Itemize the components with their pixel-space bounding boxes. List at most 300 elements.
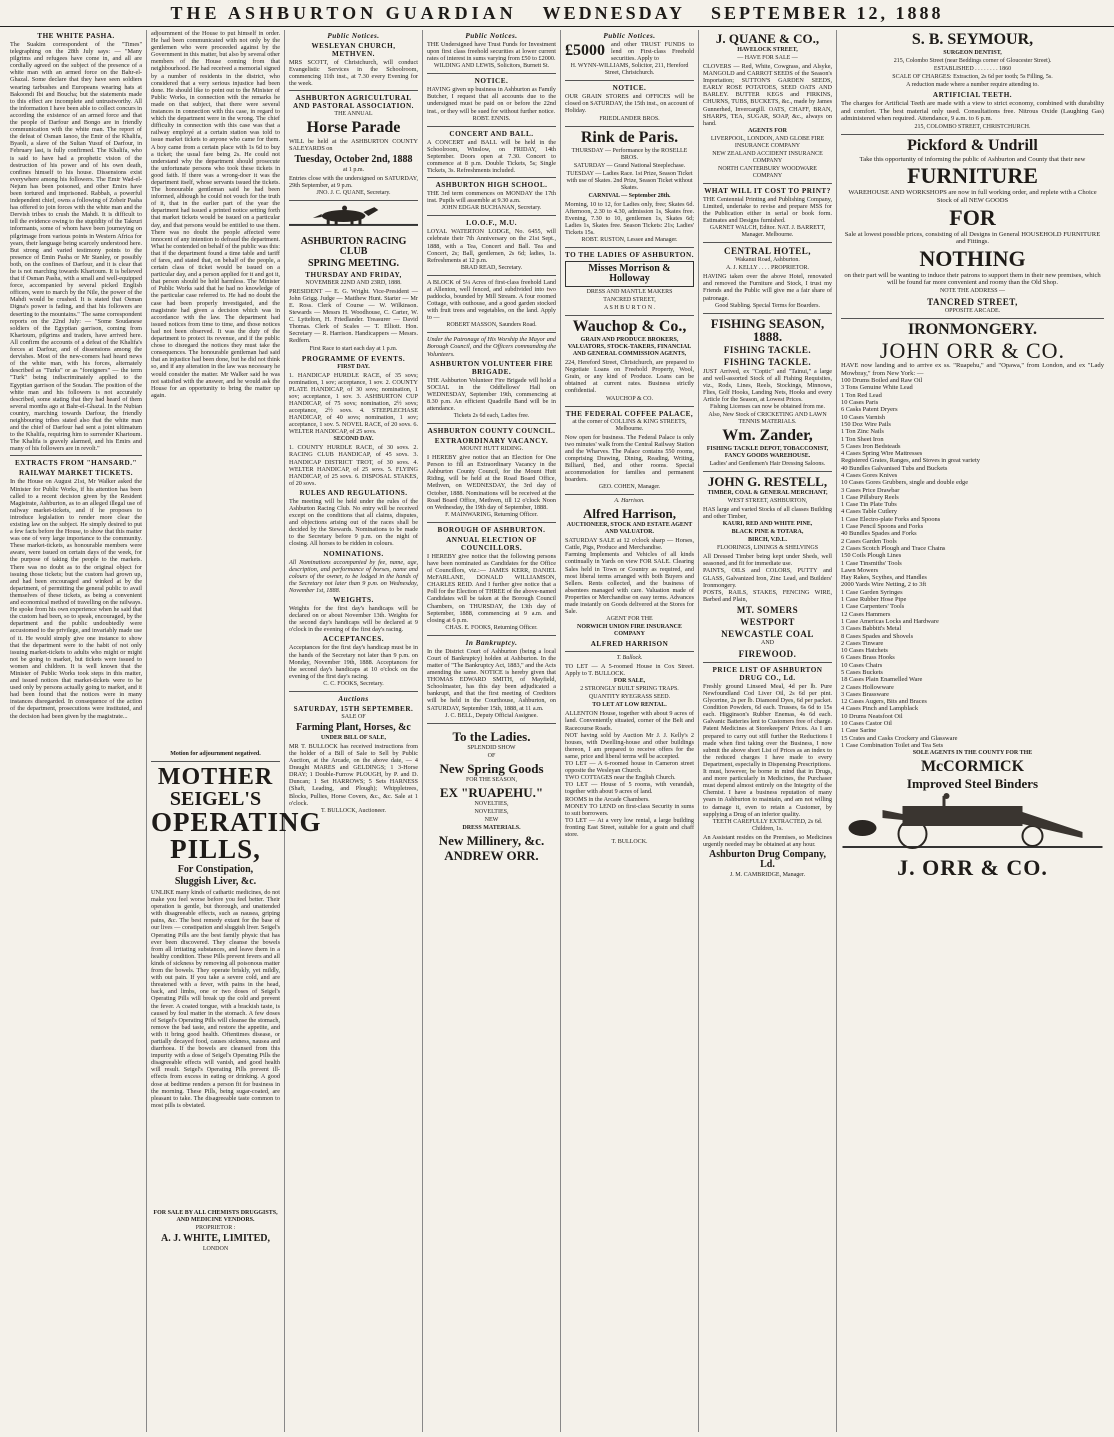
orr-stock-item: 1 Case Garden Syringes: [841, 588, 903, 596]
racehorse-illustration: [289, 204, 418, 230]
ladies-notice-heading: TO THE LADIES OF ASHBURTON.: [565, 251, 695, 260]
pickford-heading: Pickford & Undrill: [907, 136, 1038, 154]
norwich-line: NORWICH UNION FIRE INSURANCE COMPANY: [577, 624, 682, 638]
kauri-line: KAURI, RED AND WHITE PINE,: [722, 521, 813, 528]
andrew-orr-name: ANDREW ORR.: [444, 847, 539, 863]
nominations-heading: NOMINATIONS.: [323, 549, 384, 558]
for-heading: FOR: [949, 204, 996, 230]
divider: [151, 761, 280, 762]
orr-stock-item: 3 Tons Genuine White Lead: [841, 384, 913, 392]
misses-heading: Misses Morrison & Holloway: [565, 261, 694, 287]
public-notices-heading: Public Notices.: [603, 32, 656, 40]
acceptances-heading: ACCEPTANCES.: [322, 635, 385, 644]
rink-carnival: CARNIVAL — September 28th.: [588, 192, 671, 199]
orr-stock-item: 1 Case Electro-plate Forks and Spoons: [841, 515, 941, 523]
fishing-licences: Fishing Licenses can now be obtained from me.: [710, 404, 825, 411]
hotel-stabling: Good Stabling. Special Terms for Boarders.: [715, 302, 820, 309]
orr-stock-item: 4 Cases Spring Wire Mattresses: [841, 450, 923, 458]
motion-line: Motion for adjournment negatived.: [170, 751, 261, 757]
divider: [565, 494, 694, 495]
orr-stock-item: 4 Cases Gores Knives: [841, 471, 898, 479]
divider: [565, 651, 694, 652]
orr-stock-item: 1 Ton Red Lead: [841, 391, 882, 399]
rules-heading: RULES AND REGULATIONS.: [299, 488, 408, 497]
orr-stock-item: 4 Cases Pinch and Lampblack: [841, 705, 919, 713]
seymour-sub: SURGEON DENTIST,: [943, 50, 1002, 56]
council-heading: ASHBURTON COUNTY COUNCIL.: [427, 427, 556, 436]
season-line: FOR THE SEASON,: [465, 776, 518, 783]
association-heading: ASHBURTON AGRICULTURAL AND PASTORAL ASSOCIATION.: [293, 94, 414, 111]
drug-price-body: Freshly ground Linseed Meal, 4d per lb. Pure Newfoundland Cod Liver Oil, 2s 6d per pint. Glycerine, 2s per lb. Diamond Dyes, 6d per packet. Condition Powders, 6d each. Trusses, 6s 6d to 15s each. Higginson's Rubber Enemas, 4s 6d each. Galvanic Batteries lent to Customers free of charge. Patent Medicines at Storekeepers' Prices. As I am prepared to carry out still further the Reductions I made when first taking over the Business, I now submit the above short List of Prices as an index to the reduced charges I have made to every Department, especially in Dispensing Prescriptions.: [703, 682, 832, 768]
hansard-heading: EXTRACTS FROM "HANSARD.": [14, 459, 137, 468]
dressed-timber-line: All Dressed Timber being kept under Sheds, well seasoned, and fit for immediate use.: [703, 553, 832, 568]
oddfellows-body: LOYAL WATERTON LODGE, No. 6455, will celebrate their 7th Anniversary on the 21st Sept., 1888, with a Tea, Concert and Ball. Tea and Concert, 2s; Ball, gentlemen, 2s 6d; ladies, 1s. Refreshments at 12 p.m.: [427, 228, 556, 264]
agents-for: AGENTS FOR: [748, 127, 787, 134]
bankruptcy-heading: In Bankruptcy.: [465, 638, 518, 647]
divider: [703, 183, 832, 184]
orr-stock-item: 2 Cases Hollowware: [841, 683, 894, 691]
divider: [427, 522, 556, 523]
bullock-heading: T. Bullock.: [616, 655, 643, 662]
parade-body: WILL be held at the ASHBURTON COUNTY SALEYARDS on: [289, 138, 418, 153]
orr-stock-item: 1 Case Combination Toilet and Tea Sets: [841, 741, 944, 749]
wauchop-sub: GRAIN AND PRODUCE BROKERS, VALUATORS, STOCK-TAKERS, FINANCIAL AND GENERAL COMMISSION AGENTS,: [567, 337, 692, 358]
binder-machine-illustration: [841, 792, 1104, 852]
high-school-body: THE 3rd term commences on MONDAY the 17th inst. Pupils will assemble at 9.30 a.m.: [427, 190, 556, 205]
coffee-palace-body: Now open for business. The Federal Palace is only two minutes' walk from the Central Railway Station and the Wharves. The Palace contains 550 rooms, comprising Drawing, Dining, Reading, Writing, Billiard, Bed, and other rooms. Special accommodation for families and permanent boarders.: [565, 433, 694, 484]
sole-agents-line: SOLE AGENTS IN THE COUNTY FOR THE: [912, 750, 1033, 757]
orr-stock-item: 10 Cases Paris: [841, 399, 879, 407]
arcade-rooms: ROOMS in the Arcade Chambers.: [565, 795, 650, 803]
alfred-harrison-heading: Alfred Harrison,: [583, 506, 676, 522]
wauchop-body: 224, Hereford Street, Christchurch, are prepared to Negotiate Loans on Freehold Property, Wool, Grain, or any kind of Produce. Loans can be obtained at current rates. Business strictly confidential.: [565, 359, 694, 395]
hotel-address: Wakanui Road, Ashburton.: [735, 257, 800, 264]
alfred-body: Farming Implements and Vehicles of all kinds continually in Yards on view FOR SALE. Clearing Sales held in Town or Country as required, and most liberal terms arranged with both Buyers and Sellers. Rents collected, and the business of absentees managed with care. Valuation made of Properties or Merchandise on easy terms. Advances made instantly on Goods delivered at the Stores for Sale.: [565, 551, 694, 616]
paper-date: SEPTEMBER 12, 1888: [710, 2, 944, 23]
divider: [565, 315, 694, 316]
zander-sub: FISHING TACKLE DEPOT, TOBACCONIST, FANCY GOODS WAREHOUSE.: [706, 446, 829, 460]
nothing-body: on their part will be wanting to induce their patrons to support them in their new premises, which will be found far more convenient and roomy than the Old Shop.: [844, 271, 1101, 287]
weights-body: Weights for the first day's handicaps will be declared on or about November 13th. Weights for the second day's handicaps will be declared at 9 o'clock in the evening of the first day's racing.: [289, 605, 418, 634]
address-label: NOTE THE ADDRESS —: [939, 287, 1006, 294]
second-day-heading: SECOND DAY.: [333, 436, 374, 443]
orr-stock-item: 1 Case Rubber Hose Pipe: [841, 596, 907, 604]
orr-stock-item: 1 Case Americas Locks and Hardware: [841, 617, 939, 625]
accident-line: NEW ZEALAND ACCIDENT INSURANCE COMPANY: [712, 150, 823, 164]
mt-somers-line: MT. SOMERS: [736, 604, 799, 615]
divider: [841, 318, 1104, 319]
white-pasha-heading: THE WHITE PASHA.: [37, 32, 115, 40]
divider: [289, 691, 418, 692]
annual-election-heading: ANNUAL ELECTION OF COUNCILLORS.: [446, 535, 537, 552]
riding-line: MOUNT HUTT RIDING.: [459, 446, 524, 453]
wauchop-signature: WAUCHOP & CO.: [606, 395, 653, 402]
land-block-body: A BLOCK of 5¼ Acres of first-class freehold Land at Allenton, well fenced, and subdivided into two paddocks, bounded by Mill Stream. A four roomed Cottage, with outhouse, and a good garden stocked with fruit trees and vegetables, on the land. Apply to —: [427, 278, 556, 322]
orr-stock-item: 1 Ton Zinc Nails: [841, 428, 884, 436]
divider: [427, 126, 556, 127]
programme-heading: PROGRAMME OF EVENTS.: [301, 354, 406, 363]
fishing-season-heading: FISHING SEASON, 1888.: [710, 315, 825, 344]
orr-intro: HAVE now landing and to arrive ex ss. "Ruapehu," and "Opawa," from London, and ex "Lady Mowbray," from New York: —: [841, 361, 1104, 377]
councillors-body: I HEREBY give notice that the following persons have been nominated as Candidates for the Office of Councillors, viz.:— JAMES KERR, DANIEL McFARLANE, DONALD WILLIAMSON, CHARLES REID. And I further give notice that a Poll for the Election of THREE of the above-named Candidates will be taken at the Borough Council Chambers, on THURSDAY, the 13th day of September, 1888, commencing at 9 a.m. and closing at 6 p.m.: [427, 552, 556, 624]
orr-stock-item: 150 Doz Wire Pails: [841, 420, 891, 428]
concert-heading: CONCERT AND BALL.: [449, 129, 534, 138]
divider: [565, 406, 694, 407]
orr-stock-item: 5 Cases Buckets: [841, 669, 883, 676]
grain-notice-heading: NOTICE.: [612, 84, 647, 93]
splendid-show: SPLENDID SHOW: [467, 744, 516, 751]
orr-stock-item: Registered Grates, Ranges, and Stoves in great variety: [841, 457, 980, 465]
mccormick-heading: McCORMICK: [920, 758, 1025, 776]
agent-for: AGENT FOR THE: [606, 616, 653, 623]
orr-stock-item: 12 Cases Augers, Bits and Braces: [841, 698, 927, 706]
orr-stock-item: 8 Cases Spades and Shovels: [841, 632, 914, 640]
divider: [703, 662, 832, 663]
race-officials: PRESIDENT — E. G. Wright. Vice-President — John Grigg. Judge — Matthew Hunt. Starter — Mr E. Ross. Clerk of Course — W. Wilkinson. Stewards — Messrs H. Woodhouse, C. Carter, W. C. Lyttelton, H. Friedlander. Treasurer — David Thomas. Clerk of Scales — T. Elliott. Hon. Secretary — R. Harrison. Handicappers — Messrs. Redfern.: [289, 287, 418, 345]
restell-heading: JOHN G. RESTELL,: [707, 474, 828, 490]
divider: [427, 177, 556, 178]
orr-stock-item: 1 Ton Sheet Iron: [841, 435, 884, 443]
acceptances-body: Acceptances for the first day's handicap must be in the hands of the Secretary not later than 9 p.m. on Monday, November 19th, 1888. Acceptances for the second day's handicaps at 10 o'clock on the evening of the first day's racing.: [289, 644, 418, 680]
wauchop-heading: Wauchop & Co.,: [572, 318, 687, 336]
racing-club-heading: ASHBURTON RACING CLUB: [300, 235, 407, 257]
proprietor-label: PROPRIETOR :: [195, 1225, 236, 1231]
orr-footer: J. ORR & CO.: [897, 855, 1048, 881]
posts-line: POSTS, RAILS, STAKES, FENCING WIRE, Barbed and Plain,: [703, 588, 832, 603]
funds-amount: £5000: [565, 42, 605, 59]
teeth-line: TEETH CAREFULLY EXTRACTED, 2s 6d. Children, 1s.: [712, 818, 823, 832]
orr-stock-item: 10 Cases Castor Oil: [841, 720, 892, 728]
trust-funds-signature: WILDING AND LEWIS, Solicitors, Burnett St.: [433, 63, 550, 70]
birch-line: BIRCH, V.D.L.: [748, 537, 787, 544]
ladies-heading: To the Ladies.: [452, 728, 531, 744]
westport-line: WESTPORT: [740, 616, 795, 627]
hotel-proprietor: A. J. KELLY . . . . PROPRIETOR.: [725, 265, 810, 272]
six-room-house: TO LET — A 6-roomed house in Cameron street opposite the Wesleyan Church.: [565, 760, 694, 775]
orr-stock-item: Hay Rakes, Scythes, and Handles: [841, 574, 927, 582]
orr-stock-item: 1 Case Carpenters' Tools: [841, 603, 905, 611]
auction-date: SATURDAY, 15TH SEPTEMBER.: [293, 704, 414, 713]
grain-store-let: TO LET — At a very low rental, a large building fronting East Street, suitable for a grain and chaff store.: [565, 816, 694, 838]
notice-body: HAVING given up business in Ashburton as Family Butcher, I request that all accounts due to the undersigned must be paid on or before the 22nd inst., or they will be sued for without further notice.: [427, 86, 556, 115]
horse-parade-heading: Horse Parade: [306, 119, 401, 137]
orr-stock-item: 4 Cases Table Cutlery: [841, 508, 898, 516]
novelties-line: NOVELTIES,: [474, 800, 509, 807]
tancred-line: TANCRED STREET,: [603, 297, 656, 304]
under-bill-line: UNDER BILL OF SALE,: [320, 734, 387, 741]
liver-line: Sluggish Liver, &c.: [174, 876, 257, 887]
restell-address: WEST STREET, ASHBURTON,: [727, 498, 808, 505]
orr-stock-item: 10 Drums Neatsfoot Oil: [841, 712, 903, 720]
cricket-line: Also, New Stock of CRICKETING AND LAWN TENNIS MATERIALS.: [708, 412, 827, 426]
print-body: THE Centennial Printing and Publishing Company, Limited, undertake to revise and prepare MSS for the Publication either in serial or book form. Estimates and Designs furnished.: [703, 195, 832, 225]
bankruptcy-signature: J. C. BELL, Deputy Official Assignee.: [445, 712, 538, 719]
patronage-line: Under the Patronage of His Worship the Mayor and Borough Council, and the Officers commanding the Volunteers.: [427, 336, 556, 358]
grain-notice-signature: FRIEDLANDER BROS.: [599, 115, 660, 122]
harrison-small: A. Harrison.: [614, 498, 645, 505]
orr-stock-item: 2000 Yards Wire Netting, 2 to 3ft: [841, 581, 927, 589]
orr-stock-item: 100 Drums Boiled and Raw Oil: [841, 377, 923, 385]
first-day-events: 1. HANDICAP HURDLE RACE, of 35 sovs; nomination, 1 sov; acceptance, 1 sov. 2. COUNTY PLATE HANDICAP, of 30 sovs; nomination, 1 sov; acceptance, 1 sov. 3. ASHBURTON CUP HANDICAP, of 75 sovs; nomination, 2½ sovs; acceptance, 2½ sovs. 4. STEEPLECHASE HANDICAP, of 40 sovs; nomination, 1 sov; acceptance, 1 sov. 5. NOVEL RACE, of 20 sovs. 6. WELTER HANDICAP, of 25 sovs.: [289, 371, 418, 436]
cottages-line: TWO COTTAGES near the English Church.: [565, 774, 676, 782]
orr-stock-item: 3 Cases Price Drawbar: [841, 486, 900, 494]
divider: [10, 455, 142, 456]
alfred-harrison-sub: AUCTIONEER, STOCK AND ESTATE AGENT AND VALUATOR.: [566, 522, 693, 536]
high-school-signature: JOHN EDGAR BUCHANAN, Secretary.: [441, 205, 542, 212]
print-signature: GARNET WALCH, Editor. NAT. J. BARRETT, Manager. Melbourne.: [709, 225, 826, 239]
orr-stock-item: 3 Cases Babbitt's Metal: [841, 625, 902, 633]
opposite-arcade: OPPOSITE ARCADE.: [944, 307, 1001, 314]
proprietor-name: A. J. WHITE, LIMITED,: [160, 1233, 270, 1244]
orr-stock-item: 1 Case Tinsmiths' Tools: [841, 559, 902, 567]
column-6: [699, 30, 837, 1432]
established-line: ESTABLISHED . . . . . . . . 1860: [933, 66, 1012, 72]
divider: [427, 73, 556, 74]
railway-article: In the House on August 21st, Mr Walker asked the Minister for Public Works, if his attention has been called to a recent decision given by the Resident Magistrate, Ashburton, as to an alleged illegal use of railway market-tickets, and if he proposes to introduce legislation to render more clear the existing law on the subject. He simply desired to put a few facts before the House, to show that this matter was one of very large importance to the community. These market-tickets, as honourable members were aware, were issued on certain days of the week, for the purpose of taking the people to the markets. There was no doubt as to the original object for issuing those tickets; but the custom had grown up, and had been encouraged and winked at by the department, of permitting the general public to avail themselves of these tickets, as being a convenient and economical method of travelling on the railways. He spoke from his own experience when he said that the custom had been, so to speak, encouraged, by the department and the public undoubtedly were accustomed to the privilege, and invariably made use of it. He would simply give one instance to show that the department were to the habit of not only issuing market-tickets to adults who might or might not be going to market, but tickets were issued to women and children. It is well known that the Minister of Public Works took steps in this matter, and issued notices that market-tickets were to be used only by persons actually going to market, and it had been found that the notices were in many instances disregarded. In consequence of the action of the department, prosecutions were instituted, and the decision had been given by the magistrate...: [10, 478, 142, 720]
allenton-body: ALLENTON House, together with about 9 acres of land. Conveniently situated, corner of the Belt and Racecourse Roads.: [565, 710, 694, 732]
reduction-line: A reduction made where a number require attending to.: [906, 82, 1039, 88]
fire-brigade-tickets: Tickets 2s 6d each, Ladies free.: [453, 413, 530, 420]
divider: [427, 635, 556, 636]
divider: [565, 247, 694, 248]
tancred-street: TANCRED STREET,: [927, 296, 1018, 307]
nothing-heading: NOTHING: [919, 245, 1026, 271]
coffee-palace-address: at the corner of COLLINS & KING STREETS, Melbourne.: [572, 418, 687, 432]
seymour-address-2: 215, COLOMBO STREET, CHRISTCHURCH.: [914, 123, 1031, 130]
constipation-line: For Constipation,: [177, 864, 254, 875]
quane-body: CLOVERS — Red, White, Cowgrass, and Alsyke, MANGOLD and CARROT SEEDS of the Season's Importation; SUTTON'S GARDEN SEEDS, EARLY ROSE POTATOES, SEED OATS AND BARLEY. BUTTER KEGS and FIRKINS, CHURNS, TUBS, BUCKETS, &c., made by James Gunnerhed, Invercargill. OATS, CHAFF, BRAN, SHARPS, TEA, SUGAR, SOAP, &c., always on hand.: [703, 63, 832, 127]
divider: [841, 134, 1104, 135]
zander-heading: Wm. Zander,: [722, 427, 813, 445]
operating-heading: OPERATING: [151, 807, 322, 837]
wesleyan-body: MRS SCOTT, of Christchurch, will conduct Evangelistic Services in the Schoolroom, commencing 11th inst., at 7.30 every Evening for the week.: [289, 59, 418, 88]
orr-stock-item: 2 Cases Garden Tools: [841, 537, 897, 545]
quane-address: HAVELOCK STREET,: [737, 47, 798, 53]
and-line: AND: [761, 639, 774, 646]
column-3: [285, 30, 423, 1432]
ironmongery-heading: IRONMONGERY.: [907, 320, 1038, 338]
funds-advert: [565, 41, 694, 62]
column-2: [147, 30, 322, 1432]
pills-heading: PILLS,: [170, 834, 261, 864]
notice-heading: NOTICE.: [474, 77, 509, 86]
oddfellows-signature: BRAD READ, Secretary.: [460, 264, 523, 271]
firewood-line: FIREWOOD.: [738, 648, 797, 659]
liverpool-line: LIVERPOOL, LONDON, AND GLOBE FIRE INSURANCE COMPANY: [710, 135, 825, 149]
public-notices-heading: Public Notices.: [465, 32, 518, 40]
fishing-tackle-heading-2: FISHING TACKLE.: [723, 356, 812, 367]
white-pasha-article: The Suakim correspondent of the "Times" telegraphing on the 28th July says: — "Many pilgrims and refugees have come in, and all are cordially agreed on the subject of the presence of a white man with an armed force on the Bahr-el-Ghazal. Some declare that they have seen soldiers wearing tarbushes and Europeans wearing hats at Bakoondi Ibi and Boucha; but the statements made to this effect are incomplete and untrustworthy. All the information I have been able to collect concurs in according the existence of an armed force and that the people of Darfour and Bongo are in friendly communication with the white man. The report of the defeat of Osman Ianoo, the Emir of the Khalifa, Byaoli, a slave of the Sultan Yusuf of Darfour, in February last, is fully confirmed. The Khalifa, who is said to have had a prophetic vision of the destruction of his power and of his own death, confines himself to his house. Dissensions exist everywhere among his followers. The Emir Wad-el-Nejum has been poisoned, and other Emirs have been tortured and imprisoned. Rabbah, a powerful independent chief, owns a following of Zobeir Pasha has offered to join forces with the white man and the Dervish tribes to crush the Mahdi. It is difficult to tell the evidence owing to the stupidity of the Takruri informants, some of whom have been journeying on pilgrimage from various points in Western Africa for years, their language being scarcely understood here. But strong and varied testimony points to the presence of Emin Pasha or Mr Stanley, or possibly both, on the confines of Darfour, and it is clear that he is not marching towards Khartoum. It is believed that if Osman Pasha, with a small and well-equipped force, accompanied by several picked English officers, were to march by the Nile, the power of the Mahdi would be crushed. It is stated that Osman Digna's power is fading, and that his followers are deserting to the mountains." The same correspondent reports on the 22nd July: — "Some Soudanese soldiers of the Egyptian garrison, coming from Khartoum, pilgrims and traders, have arrived here. All confirm the accounts of a defeat of the Khalifa's forces at Darfour, and of dissensions among the dervishes. Most of the new-comers had heard news of the white man, with his forces, alternately described as "Turks" or as "foreigners" — the term "Turk" being indiscriminately applied to the Egyptian garrison of the Soudan. The position of the white man and his followers is not accurately described, some stating that they had heard of them several months ago at Bahr-el-Ghazal. In the Nubian country, marching towards Darfour, the friendly neighbouring tribes stated also that the white man and the chief of Darfour had sent a joint ultimatum to the Khalifa, requiring him to surrender Khartoum. The Khalifa is gravely alarmed, and his Emirs and many of his followers are in revolt.": [10, 41, 142, 453]
fire-brigade-heading: ASHBURTON VOLUNTEER FIRE BRIGADE.: [429, 359, 554, 376]
divider: [565, 126, 694, 127]
restell-sub: TIMBER, COAL & GENERAL MERCHANT,: [707, 490, 828, 497]
paper-weekday: WEDNESDAY: [542, 2, 685, 23]
wesleyan-heading: WESLEYAN CHURCH, METHVEN.: [311, 42, 396, 58]
orr-stock-item: 3 Cases Brassware: [841, 690, 889, 698]
orr-stock-item: 40 Bundles Spades and Forks: [841, 530, 917, 538]
race-start: First Race to start each day at 1 p.m.: [309, 345, 398, 352]
column-5: [561, 30, 699, 1432]
print-heading: WHAT WILL IT COST TO PRINT?: [704, 186, 831, 195]
orr-stock-item: 12 Cases Hammers: [841, 610, 891, 618]
fishing-body: JUST Arrived, ex "Coptic" and "Tainui," a large and well-assorted Stock of all Fishing Requisites, viz., Rods, Lines, Reels, Stockings, Minnows, Flies, Golf Hooks, Landing Nets, Hooks and every Article for the Season, at Lowest Prices.: [703, 367, 832, 403]
orr-stock-item: Lawn Mowers: [841, 566, 879, 574]
farming-plant-heading: Farming Plant, Horses, &c: [296, 721, 411, 733]
column-1: [6, 30, 147, 1432]
dress-makers-line: DRESS AND MANTLE MAKERS: [586, 289, 673, 296]
of-line: OF: [487, 752, 496, 759]
sale-lowest-body: Sale at lowest possible prices, consisting of all Designs in General HOUSEHOLD FURNITURE and Fittings.: [844, 230, 1101, 246]
artificial-teeth-body: The charges for Artificial Teeth are made with a view to strict economy, combined with durability and comfort. The best material only used. Consultations free. Nitrous Oxide (Laughing Gas) administered when required. Attendance, 9 a.m. to 6 p.m.: [841, 100, 1104, 123]
notice-signature: ROBT. ENNIS.: [472, 115, 511, 122]
drug-price-heading: PRICE LIST OF ASHBURTON DRUG CO., Ld.: [712, 665, 823, 682]
race-signature: C. C. FOOKS, Secretary.: [323, 680, 384, 687]
rink-tuesday: TUESDAY — Ladies Race. 1st Prize, Season Ticket with use of Skates. 2nd Prize, Season Ticket without Skates.: [566, 170, 693, 191]
rules-body: The meeting will be held under the rules of the Ashburton Racing Club. No entry will be received except on the conditions that all claims, disputes, and objections arising out of the races shall be decided by the Stewards. Nominations to be made to the Secretary before 9 p.m. on the night of closing. All horses to be ridden in colours.: [289, 497, 418, 548]
parade-date: Tuesday, October 2nd, 1888: [294, 153, 413, 165]
fishing-tackle-heading: FISHING TACKLE.: [723, 344, 812, 355]
traps-line: 2 STRONGLY BUILT SPRING TRAPS.: [580, 686, 679, 693]
divider: [703, 471, 832, 472]
election-body: I HEREBY give notice that an Election for One Person to fill an Extraordinary Vacancy in the Ashburton County Council, for the Mount Hutt Riding, will be held at the Road Board Office, Methven, on WEDNESDAY, the 3rd day of October, 1888. Nominations will be received at the Road Board Office, Methven, till 12 o'clock Noon on Wednesday, the 19th day of September, 1888.: [427, 454, 556, 511]
charges-line: SCALE OF CHARGES: Extraction, 2s 6d per tooth; 5s Filling, 5s.: [892, 74, 1053, 80]
alfred-sale: SATURDAY SALE at 12 o'clock sharp — Horses, Cattle, Pigs, Produce and Merchandise.: [565, 537, 694, 552]
drug-price-body-2: It must, however, be borne in mind that in Drugs, and more particularly in Medicines, the Purchaser must depend almost entirely on the Integrity of the Chemist. I have a business reputation of many years in Ashburton to maintain, and am not willing to damage it, even to retain a Customer, by supplying a Drug of an inferior quality.: [703, 768, 832, 818]
orr-stock-item: 18 Cases Plain Enamelled Ware: [841, 676, 923, 684]
assistant-line: An Assistant resides on the Premises, so Medicines urgently needed may be obtained at any hour.: [703, 833, 832, 848]
weights-heading: WEIGHTS.: [333, 596, 374, 605]
millinery-heading: New Millinery, &c.: [438, 832, 545, 848]
public-notices-heading: Public Notices.: [327, 32, 380, 40]
orr-stock-item: 5 Cases Iron Bedsteads: [841, 442, 901, 450]
let-house: TO LET — A 5-roomed House in Cox Street. Apply to T. BULLOCK.: [565, 663, 694, 678]
orr-stock-item: 6 Casks Patent Dryers: [841, 406, 898, 414]
race-days: THURSDAY AND FRIDAY,: [305, 270, 402, 279]
restell-body: HAS large and varied Stocks of all classes Building and other Timber,: [703, 506, 832, 521]
rink-heading: Rink de Paris.: [580, 128, 679, 146]
spring-goods-heading: New Spring Goods: [439, 760, 544, 776]
orr-stock-item: 1 Case Pencil Spoons and Forks: [841, 523, 924, 531]
coffee-palace-signature: GEO. COHEN, Manager.: [598, 484, 661, 491]
rental-line: TO LET AT LOW RENTAL.: [592, 702, 667, 709]
columns: [6, 30, 1108, 1432]
spring-meeting-heading: SPRING MEETING.: [307, 257, 400, 269]
newcastle-line: NEWCASTLE COAL: [721, 628, 814, 639]
railway-heading: RAILWAY MARKET TICKETS.: [18, 469, 134, 478]
orr-stock-item: 10 Cases Chairs: [841, 661, 883, 669]
orr-stock-item: 2 Cases Scotch Plough and Trace Chains: [841, 544, 946, 552]
orr-stock-item: 1 Case Sarine: [841, 727, 877, 735]
rink-signature: ROBT. RUSTON, Lessee and Manager.: [581, 237, 678, 244]
hotel-body: HAVING taken over the above Hotel, renovated and removed the Furniture and Stock, I trust my Friends and the Public will give me a fair share of patronage.: [703, 273, 832, 302]
drug-company-name: Ashburton Drug Company, Ld.: [709, 848, 826, 870]
fire-brigade-body: THE Ashburton Volunteer Fire Brigade will hold a SOCIAL in the Oddfellows' Hall on WEDNESDAY, September 19th, commencing at 8.30 p.m. An efficient Quadrille Band will be in attendance.: [427, 376, 556, 412]
chemists-line: FOR SALE BY ALL CHEMISTS DRUGGISTS, AND MEDICINE VENDORS.: [153, 1210, 278, 1223]
orr-stock-item: 2 Cases Tinware: [841, 639, 884, 647]
flooring-line: FLOORINGS, LININGS & SHELVINGS: [716, 545, 819, 552]
vacancy-heading: EXTRAORDINARY VACANCY.: [434, 437, 549, 446]
auction-body: MR T. BULLOCK has received instructions from the holder of a Bill of Sale to Sell by Public Auction, at the Arcade, on the above date, — 4 Draught MARES and GELDINGS; 1 3-Horse DRAY; 1 Double-Furrow PLOUGH, by P. and D. Duncan; 1 Set HARROWS; 5 Sets HARNESS (Shaft, Leading, and Plough); Whippletrees, Blocks, Pullies, Horse Covers, &c., &c. Sale at 1 o'clock.: [289, 742, 418, 807]
column-4: [423, 30, 561, 1432]
masthead: [0, 0, 1114, 27]
bullock-signature: T. BULLOCK.: [611, 839, 648, 846]
rink-thursday: THURSDAY — Performance by the ROSELLE BROS.: [571, 147, 688, 161]
parade-entries: Entries close with the undersigned on SATURDAY, 29th September, at 9 p.m.: [289, 174, 418, 189]
funds-signature: H. WYNN-WILLIAMS, Solicitor, 211, Hereford Street, Christchurch.: [570, 63, 689, 77]
grain-notice-body: OUR GRAIN STORES and OFFICES will be closed on SATURDAY, the 15th inst., on account of Holiday.: [565, 93, 694, 115]
oddfellows-heading: I.O.O.F., M.U.: [465, 219, 518, 228]
divider: [289, 200, 418, 201]
column-7: [837, 30, 1108, 1432]
ryegrass-line: QUANTITY RYEGRASS SEED.: [588, 694, 671, 701]
high-school-heading: ASHBURTON HIGH SCHOOL.: [435, 181, 548, 190]
seigels-heading: SEIGEL'S: [169, 788, 262, 810]
furniture-heading: FURNITURE: [907, 163, 1038, 189]
john-orr-heading: JOHN ORR & CO.: [879, 337, 1066, 363]
drug-company-signature: J. M. CAMBRIDGE, Manager.: [729, 871, 806, 878]
pills-advert-body: UNLIKE many kinds of cathartic medicines, do not make you feel worse before you feel better. Their operation is gentle, but thorough, and unattended with disagreeable effects, such as nausea, griping pains, &c. The best remedy extant for the base of our lives — constipation and sluggish liver. Seigel's Operating Pills are the best family physic that has ever been discovered. They cleanse the bowels from all irritating substances, and leave them in a healthy condition. These Pills prevent fevers and all kinds of sickness by removing all poisonous matter from the bowels. They operate briskly, yet mildly, with out pain. If you take a severe cold, and are threatened with a fever, with pains in the head, back, and limbs, one or two doses of Seigel's Operating Pills will break up the cold and prevent the fever. A coated tongue, with a brackish taste, is caused by foul matter in the stomach. A few doses of Seigel's Operating Pills will cleanse the stomach, remove the bad taste, and restore the appetite, and with it bring good health. Oftentimes disease, or partially decayed food, causes sickness, nausea and diarrhoea. If the bowels are cleansed from this impurity with a dose of Seigel's Operating Pills the disagreeable effects will vanish, and good health will result. Seigel's Operating Pills prevent ill-effects from excess in eating or drinking. A good dose at bedtime renders a person fit for business in the morning. These Pills, being sugar-coated, are pleasant to take. The disagreeable taste common to most pills is obviated.: [151, 889, 280, 1109]
parade-time: at 1 p.m.: [343, 166, 364, 173]
novelties-line-2: NOVELTIES,: [474, 808, 509, 815]
money-to-lend: MONEY TO LEND on first-class Security in sums to suit borrowers.: [565, 802, 694, 817]
mother-heading: MOTHER: [157, 764, 274, 790]
paper-title: THE ASHBURTON GUARDIAN: [170, 2, 517, 23]
race-dates: NOVEMBER 22ND AND 23RD, 1888.: [305, 279, 402, 286]
orr-stock-item: 15 Crates and Casks Crockery and Glassware: [841, 734, 958, 742]
divider: [427, 332, 556, 333]
divider: [289, 90, 418, 91]
alfred-signature: ALFRED HARRISON: [590, 640, 669, 649]
borough-heading: BOROUGH OF ASHBURTON.: [437, 525, 546, 534]
second-day-events: 1. COUNTY HURDLE RACE, of 30 sovs. 2. RACING CLUB HANDICAP, of 45 sovs. 3. HANDICAP DISTRICT TROT, of 30 sovs. 4. WELTER HANDICAP, of 25 sovs. 5. FLYING HANDICAP, of 25 sovs. 6. DISPOSAL STAKES, of 20 sovs.: [289, 444, 418, 487]
dress-line: DRESS MATERIALS.: [462, 824, 521, 831]
divider: [427, 275, 556, 276]
divider: [427, 215, 556, 216]
central-hotel-heading: CENTRAL HOTEL,: [723, 246, 812, 257]
totara-line: BLACK PINE & TOTARA,: [731, 529, 804, 536]
funds-body: and other TRUST FUNDS to lend on First-class Freehold securities. Apply to: [611, 41, 694, 63]
trust-funds-body: THE Undersigned have Trust Funds for Investment upon first class freehold securities at lower current rates of interest in sums varying from £50 to £2000.: [427, 41, 556, 63]
kelly-houses-body: NOT having sold by Auction Mr J. J. Kelly's 2 houses, with Dwelling-house and other buildings thereon, I am prepared to receive offers for the same, price and liberal terms will be accepted.: [565, 731, 694, 760]
divider: [565, 80, 694, 81]
coffee-palace-heading: THE FEDERAL COFFEE PALACE,: [565, 409, 694, 418]
hair-line: Ladies' and Gentlemen's Hair Dressing Saloons.: [709, 461, 826, 468]
rink-saturday: SATURDAY — Grand National Steeplechase.: [573, 162, 686, 169]
divider: [703, 242, 832, 243]
land-block-signature: ROBERT MASSON, Saunders Road.: [446, 322, 537, 329]
divider: [703, 313, 832, 314]
for-sale-line: FOR SALE,: [613, 678, 646, 685]
seymour-heading: S. B. SEYMOUR,: [911, 31, 1034, 48]
councillors-signature: CHAS. E. FOOKS, Returning Officer.: [445, 624, 538, 631]
rink-body: Morning, 10 to 12, for Ladies only, free; Skates 6d. Afternoon, 2.30 to 4.30, admission 1s, Skates free. Evening, 7.30 to 10, gentlemen 1s, Skates 6d; Ladies 1s, Skates free. Season Tickets: 21s; Ladies' Tickets 15s.: [565, 200, 694, 236]
orr-stock-item: 150 Coils Plough Lines: [841, 552, 902, 560]
orr-stock-item: 10 Cases Hatchets: [841, 647, 888, 655]
auction-signature: T. BULLOCK, Auctioneer.: [320, 807, 387, 814]
first-day-heading: FIRST DAY.: [337, 363, 370, 370]
proprietor-city: LONDON: [202, 1246, 229, 1252]
auctions-heading: Auctions: [338, 694, 369, 703]
orr-stock-item: 10 Cases Gores Grubbers, single and double edge: [841, 479, 969, 487]
paints-line: PAINTS, OILS and COLORS, PUTTY and GLASS, Galvanized Iron, Zinc Lead, and Builders' Ironmongery.: [703, 567, 832, 589]
orr-stock-item: 1 Case Pillsbury Reels: [841, 493, 899, 501]
divider: [427, 723, 556, 724]
new-line: NEW: [484, 816, 499, 823]
orr-stock-item: 40 Bundles Galvanised Tubs and Buckets: [841, 464, 948, 472]
bankruptcy-body: In the District Court of Ashburton (being a local Court of Bankruptcy) holden at Ashburton. In the matter of "The Bankruptcy Act, 1883," and the Acts amending the same. NOTICE is hereby given that THOMAS EDWARD SMITH, of Mayfield, Schoolmaster, has this day been adjudicated a bankrupt, and that the first meeting of Creditors will be held in the Courthouse, Ashburton, on SATURDAY, September 15th, 1888, at 11 a.m.: [427, 647, 556, 712]
five-room-house: TO LET — House of 5 rooms, with verandah, together with about 9 acres of land.: [565, 781, 694, 796]
concert-body: A CONCERT and BALL will be held in the Schoolroom, Winslow, on FRIDAY, 14th September. Doors open at 7.30. Concert to commence at 8 p.m. Double Tickets, 5s; Single Tickets, 3s. Refreshments included.: [427, 138, 556, 175]
